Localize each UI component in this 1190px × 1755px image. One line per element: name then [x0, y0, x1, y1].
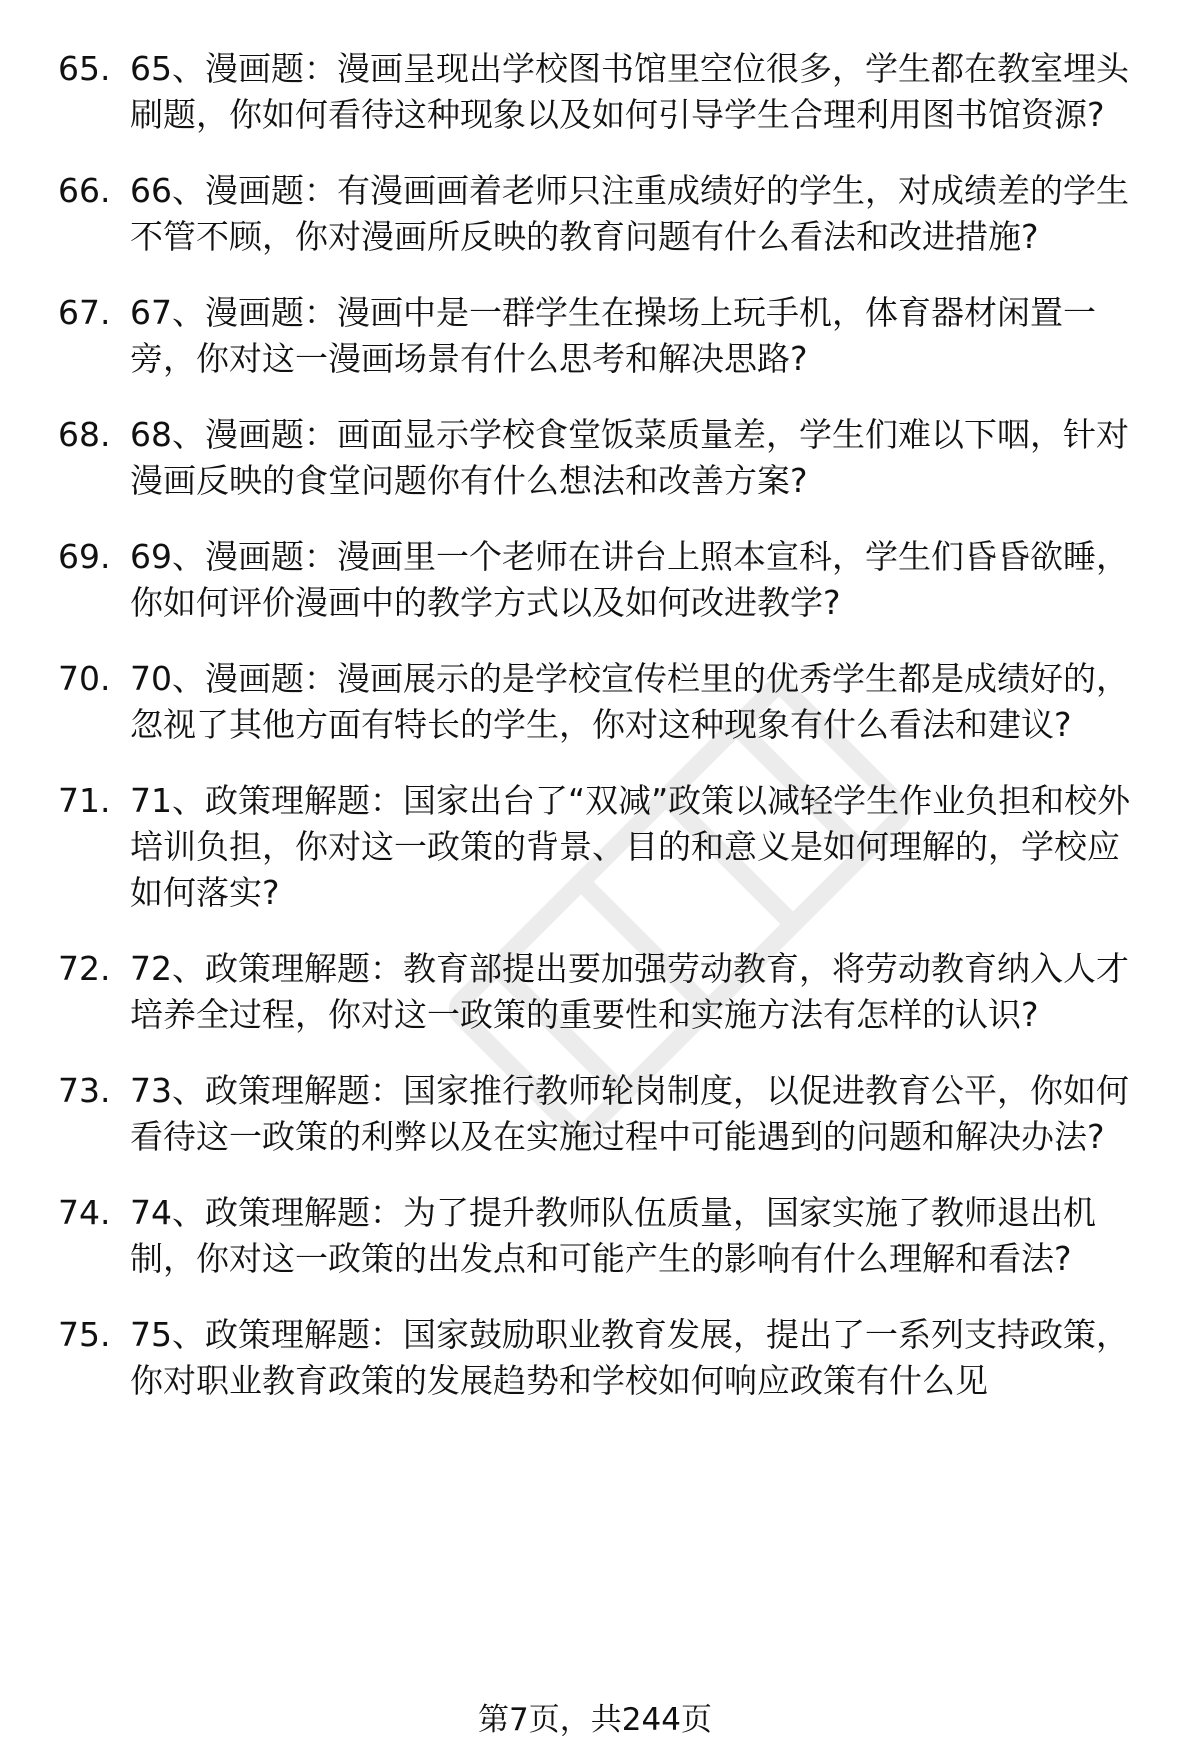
question-number: 65. [58, 49, 111, 88]
question-text: 74、政策理解题：为了提升教师队伍质量，国家实施了教师退出机制，你对这一政策的出发点和可能产生的影响有什么理解和看法? [130, 1193, 1096, 1278]
question-number: 66. [58, 171, 111, 210]
question-number: 67. [58, 293, 111, 332]
list-item [58, 778, 1158, 916]
question-number: 71. [58, 781, 111, 820]
list-item [58, 1068, 1158, 1160]
list-item [58, 656, 1158, 748]
list-item [58, 1190, 1158, 1282]
question-text: 69、漫画题：漫画里一个老师在讲台上照本宣科，学生们昏昏欲睡，你如何评价漫画中的教学方式以及如何改进教学? [130, 537, 1129, 622]
question-number: 68. [58, 415, 111, 454]
question-number: 73. [58, 1071, 111, 1110]
list-item [58, 290, 1158, 382]
question-text: 73、政策理解题：国家推行教师轮岗制度，以促进教育公平，你如何看待这一政策的利弊以及在实施过程中可能遇到的问题和解决办法? [130, 1071, 1129, 1156]
question-number: 75. [58, 1315, 111, 1354]
question-text: 66、漫画题：有漫画画着老师只注重成绩好的学生，对成绩差的学生不管不顾，你对漫画所反映的教育问题有什么看法和改进措施? [130, 171, 1129, 256]
list-item [58, 946, 1158, 1038]
list-item [58, 168, 1158, 260]
question-text: 68、漫画题：画面显示学校食堂饭菜质量差，学生们难以下咽，针对漫画反映的食堂问题你有什么想法和改善方案? [130, 415, 1129, 500]
question-text: 71、政策理解题：国家出台了“双减”政策以减轻学生作业负担和校外培训负担，你对这一政策的背景、目的和意义是如何理解的，学校应如何落实? [130, 781, 1131, 912]
question-number: 69. [58, 537, 111, 576]
question-number: 72. [58, 949, 111, 988]
question-number: 74. [58, 1193, 111, 1232]
list-item [58, 46, 1158, 138]
question-text: 67、漫画题：漫画中是一群学生在操场上玩手机，体育器材闲置一旁，你对这一漫画场景有什么思考和解决思路? [130, 293, 1096, 378]
list-item [58, 1312, 1158, 1404]
question-text: 72、政策理解题：教育部提出要加强劳动教育，将劳动教育纳入人才培养全过程，你对这一政策的重要性和实施方法有怎样的认识? [130, 949, 1129, 1034]
question-list [58, 46, 1158, 1434]
question-text: 65、漫画题：漫画呈现出学校图书馆里空位很多，学生都在教室埋头刷题，你如何看待这种现象以及如何引导学生合理利用图书馆资源? [130, 49, 1129, 134]
question-text: 75、政策理解题：国家鼓励职业教育发展，提出了一系列支持政策，你对职业教育政策的发展趋势和学校如何响应政策有什么见 [130, 1315, 1129, 1400]
list-item [58, 534, 1158, 626]
question-text: 70、漫画题：漫画展示的是学校宣传栏里的优秀学生都是成绩好的，忽视了其他方面有特长的学生，你对这种现象有什么看法和建议? [130, 659, 1129, 744]
question-number: 70. [58, 659, 111, 698]
page-footer: 第7页，共244页 [478, 1702, 712, 1738]
list-item [58, 412, 1158, 504]
